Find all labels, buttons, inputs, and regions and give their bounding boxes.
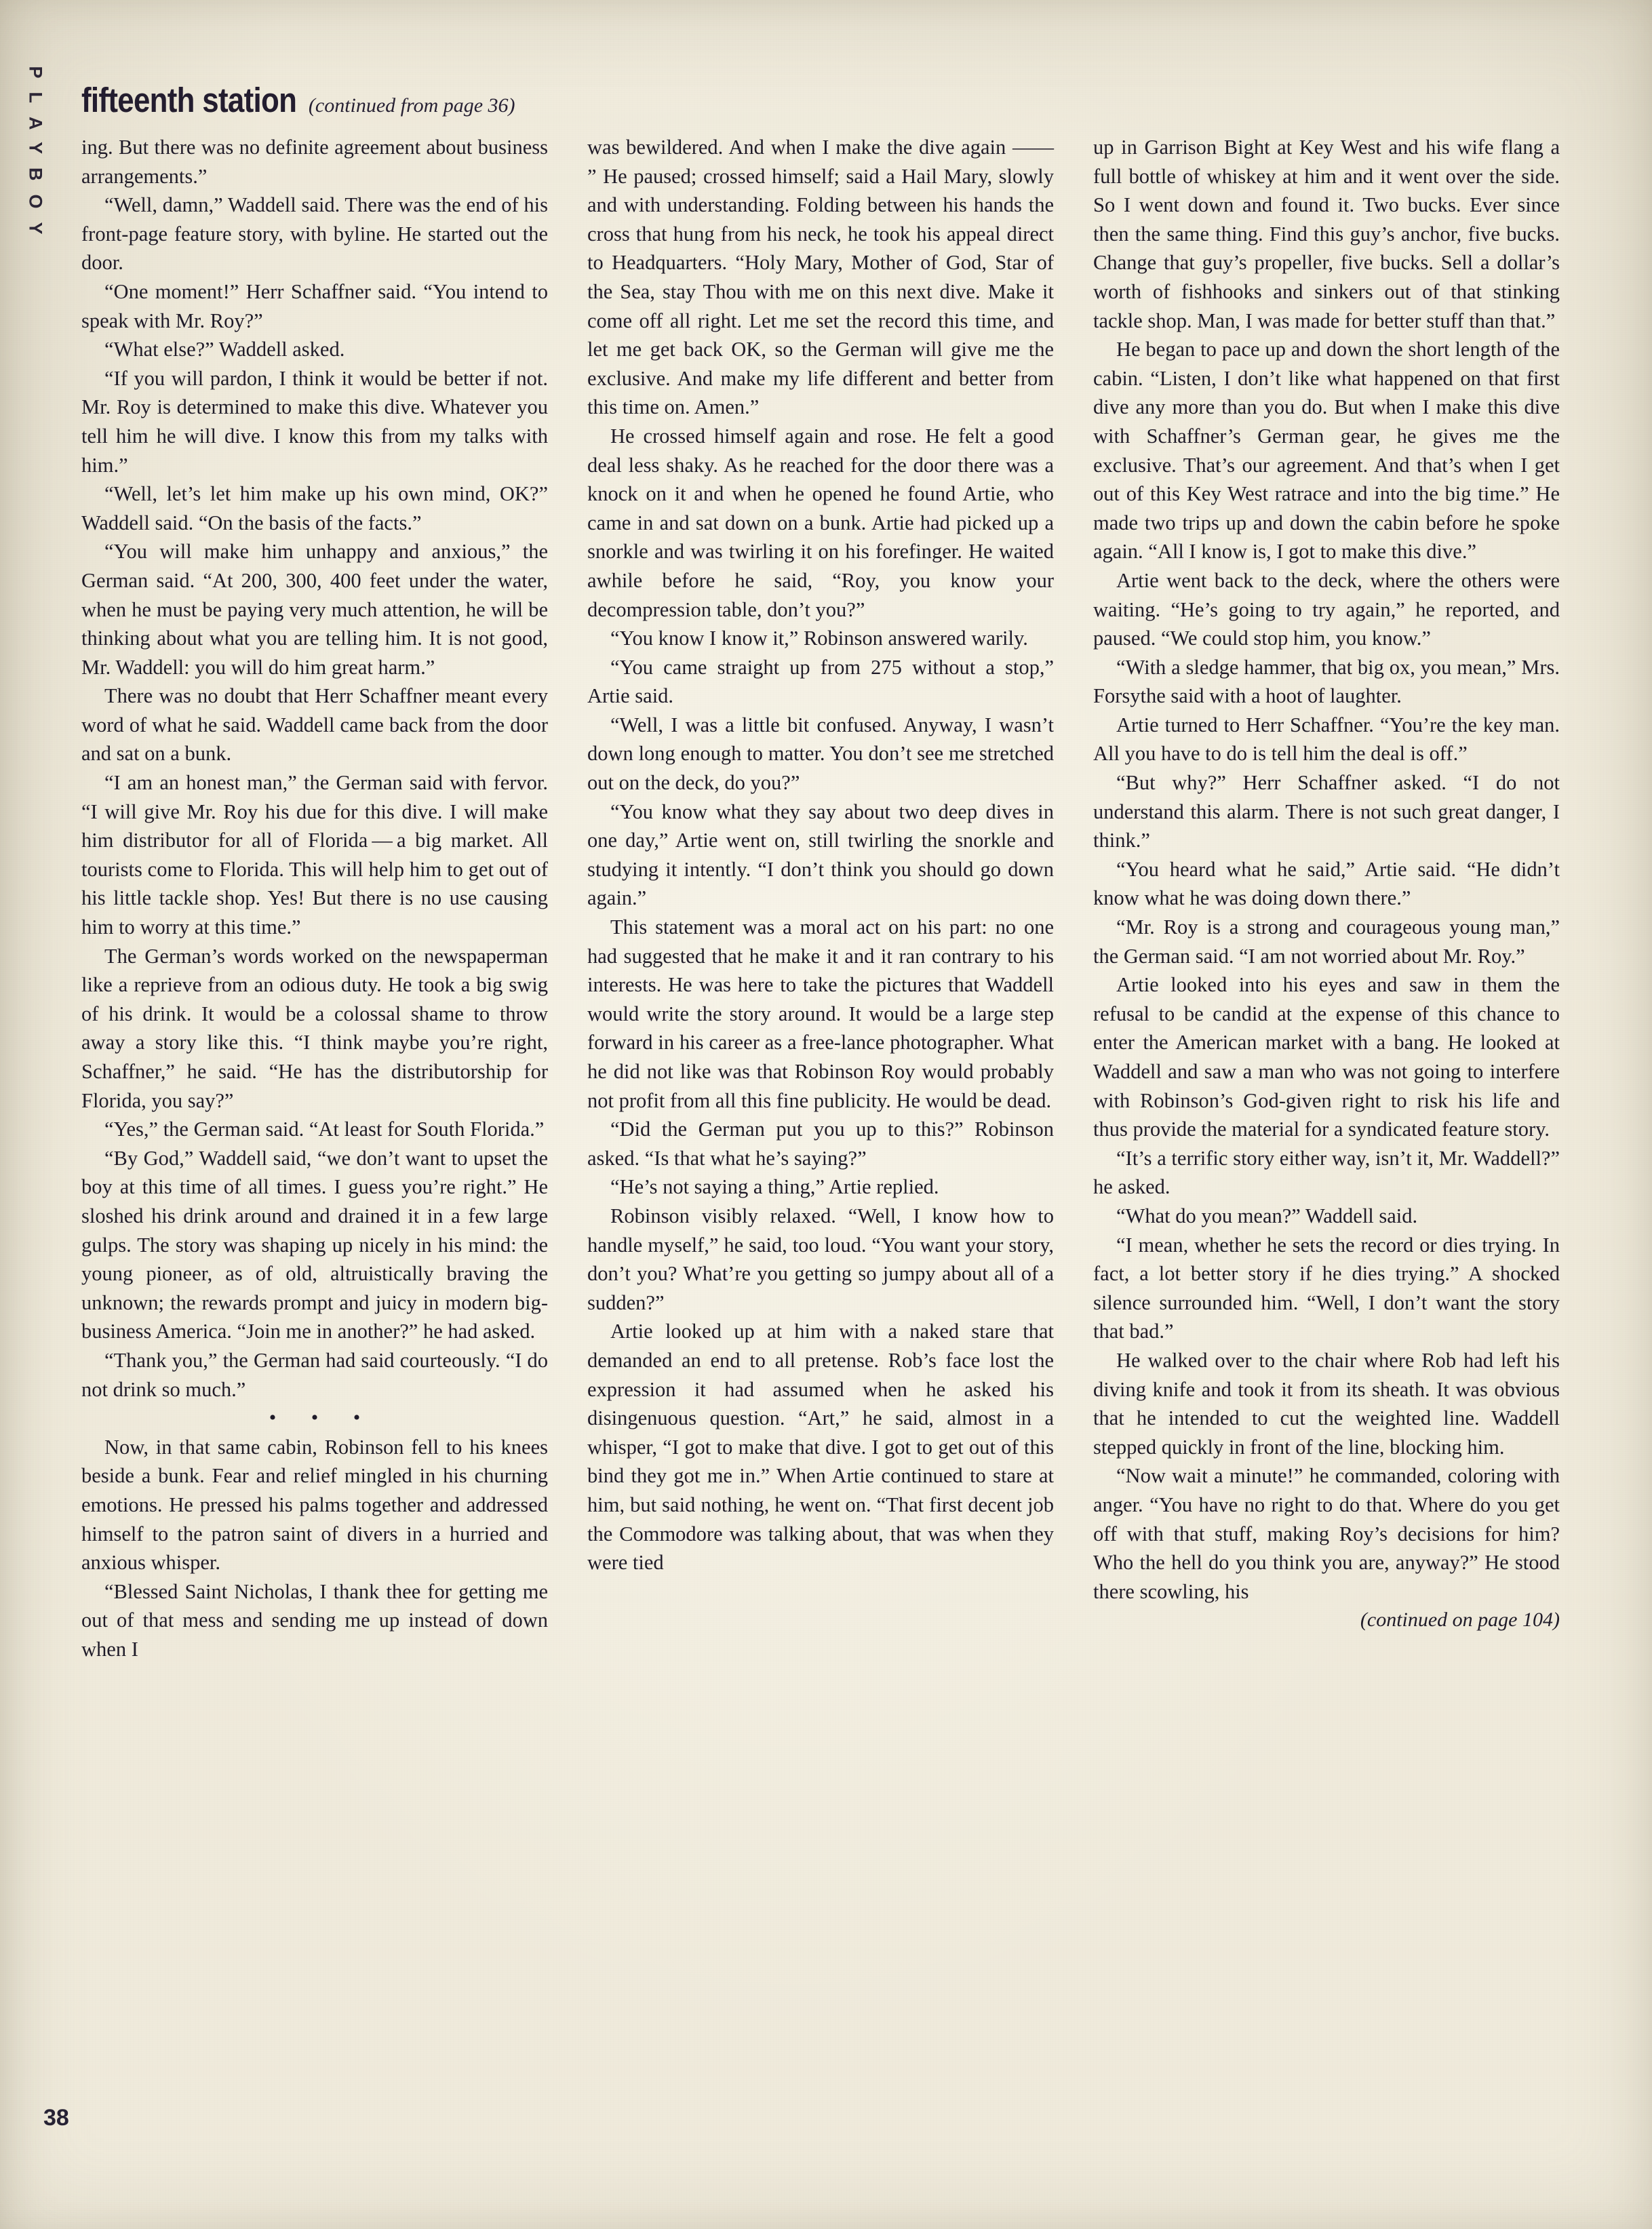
paragraph: “Thank you,” the German had said courteously. “I do not drink so much.” — [81, 1348, 548, 1401]
paragraph: “What do you mean?” Waddell said. — [1116, 1204, 1418, 1227]
paragraph: He crossed himself again and rose. He felt a good deal less shaky. As he reached for the door there was a knock on it and when he opened he found Artie, who came in and sat down on a bunk. Artie had picked up a snorkle and was twirling it on his forefinger. He waited awhile before he said, “Roy, you know your decompression table, don’t you?” — [587, 424, 1054, 621]
page-title: fifteenth station — [81, 81, 297, 119]
paragraph: up in Garrison Bight at Key West and his wife flang a full bottle of whiskey at him and it went over the side. So I went down and found it. Two bucks. Ever since then the same thing. Find this guy’s anchor, five bucks. Change that guy’s propeller, five bucks. Sell a dollar’s worth of fishhooks and sinkers out of that stinking tackle shop. Man, I was made for better stuff than that.” — [1093, 136, 1560, 332]
paragraph: Artie looked into his eyes and saw in them the refusal to be candid at the expense of this chance to enter the American market with a bang. He looked at Waddell and saw a man who was not going to interfere with Robinson’s God-given right to risk his life and thus provide the material for a syndicated feature story. — [1093, 973, 1560, 1141]
paragraph: Robinson visibly relaxed. “Well, I know how to handle myself,” he said, too loud. “You want your story, don’t you? What’re you getting so jumpy about all of a sudden?” — [587, 1204, 1054, 1314]
page-number: 38 — [43, 2105, 69, 2131]
paragraph: “One moment!” Herr Schaffner said. “You intend to speak with Mr. Roy?” — [81, 279, 548, 332]
paragraph: Artie looked up at him with a naked stare that demanded an end to all pretense. Rob’s face lost the expression it had assumed when he asked his disingenuous question. “Art,” he said, almost in a whisper, “I got to make that dive. I got to get out of this bind they got me in.” When Artie continued to stare at him, but said nothing, he went on. “That first decent job the Commodore was talking about, that was when they were tied — [587, 1320, 1054, 1575]
continued-from-label: (continued from page 36) — [308, 94, 515, 117]
paragraph: “It’s a terrific story either way, isn’t it, Mr. Waddell?” he asked. — [1093, 1146, 1560, 1199]
paragraph: “Now wait a minute!” he commanded, coloring with anger. “You have no right to do that. Where do you get off with that stuff, making Roy’s decisions for him? Who the hell do you think you are, anyway?” He stood there scowling, his — [1093, 1464, 1560, 1603]
paragraph: He began to pace up and down the short length of the cabin. “Listen, I don’t like what happened on that first dive any more than you do. But when I make this dive with Schaffner’s German gear, he gives me the exclusive. That’s our agreement. And that’s when I get out of this Key West ratrace and into the big time.” He made two trips up and down the cabin before he spoke again. “All I know is, I got to make this dive.” — [1093, 338, 1560, 564]
paragraph: “You heard what he said,” Artie said. “He didn’t know what he was doing down there.” — [1093, 857, 1560, 910]
paragraph: “You know what they say about two deep dives in one day,” Artie went on, still twirling the snorkle and studying it intently. “I don’t think you should go down again.” — [587, 800, 1054, 910]
paragraph: “I mean, whether he sets the record or dies trying. In fact, a lot better story if he dies trying.” A shocked silence surrounded him. “Well, I don’t want the story that bad.” — [1093, 1233, 1560, 1343]
paragraph: “You know I know it,” Robinson answered warily. — [610, 627, 1028, 650]
paragraph: He walked over to the chair where Rob had left his diving knife and took it from its sheath. It was obvious that he intended to cut the weighted line. Waddell stepped quickly in front of the line, blocking him. — [1093, 1348, 1560, 1459]
paragraph: “Well, I was a little bit confused. Anyway, I wasn’t down long enough to matter. You don’t see me stretched out on the deck, do you?” — [587, 713, 1054, 795]
paragraph: Now, in that same cabin, Robinson fell to his knees beside a bunk. Fear and relief mingled in his churning emotions. He pressed his palms together and addressed himself to the patron saint of divers in a hurried and anxious whisper. — [81, 1435, 548, 1575]
paragraph: This statement was a moral act on his part: no one had suggested that he make it and it ran contrary to his interests. He was here to take the pictures that Waddell would write the story around. It would be a large step forward in his career as a free-lance photographer. What he did not like was that Robinson Roy would probably not profit from all this fine publicity. He would be dead. — [587, 915, 1054, 1112]
playboy-masthead-vertical — [15, 65, 56, 296]
paragraph: “Well, damn,” Waddell said. There was the end of his front-page feature story, with byline. He started out the door. — [81, 193, 548, 275]
article-header — [81, 80, 555, 120]
paragraph: “Mr. Roy is a strong and courageous young man,” the German said. “I am not worried about Mr. Roy.” — [1093, 915, 1560, 968]
paragraph: “If you will pardon, I think it would be better if not. Mr. Roy is determined to make this dive. Whatever you tell him he will dive. I know this from my talks with him.” — [81, 366, 548, 477]
paragraph: “Yes,” the German said. “At least for South Florida.” — [104, 1118, 545, 1141]
paragraph: was bewildered. And when I make the dive again —— ” He paused; crossed himself; said a Hail Mary, slowly and with understanding. Folding between his hands the cross that hung from his neck, he took his appeal direct to Headquarters. “Holy Mary, Mother of God, Star of the Sea, stay Thou with me on this next dive. Make it come off all right. Let me set the record this time, and let me get back OK, so the German will give me the exclusive. And make my life different and better from this time on. Amen.” — [587, 136, 1054, 419]
text-column-1 — [81, 133, 548, 1663]
paragraph: The German’s words worked on the newspaperman like a reprieve from an odious duty. He took a big swig of his drink. It would be a colossal shame to throw away a story like this. “I think maybe you’re right, Schaffner,” he said. “He has the distributorship for Florida, you say?” — [81, 944, 548, 1112]
text-column-3 — [1093, 133, 1560, 1663]
paragraph: “Blessed Saint Nicholas, I thank thee for getting me out of that mess and sending me up instead of down when I — [81, 1579, 548, 1661]
continued-on-label: (continued on page 104) — [1360, 1609, 1560, 1632]
paragraph: ing. But there was no definite agreement about business arrangements.” — [81, 136, 548, 188]
paragraph: “You came straight up from 275 without a stop,” Artie said. — [587, 655, 1054, 708]
paragraph: “What else?” Waddell asked. — [104, 338, 345, 361]
paragraph: “He’s not saying a thing,” Artie replied. — [610, 1175, 939, 1199]
paragraph: “But why?” Herr Schaffner asked. “I do not understand this alarm. There is not such great danger, I think.” — [1093, 771, 1560, 852]
paragraph: There was no doubt that Herr Schaffner meant every word of what he said. Waddell came back from the door and sat on a bunk. — [81, 684, 548, 766]
paragraph: “By God,” Waddell said, “we don’t want to upset the boy at this time of all times. I guess you’re right.” He sloshed his drink around and drained it in a few large gulps. The story was shaping up nicely in his mind: the young pioneer, as of old, altruistically braving the unknown; the rewards prompt and juicy in modern big-business America. “Join me in another?” he had asked. — [81, 1146, 548, 1343]
article-body — [81, 133, 1560, 1663]
paragraph: “With a sledge hammer, that big ox, you mean,” Mrs. Forsythe said with a hoot of laughter. — [1093, 655, 1560, 708]
paragraph: “Did the German put you up to this?” Robinson asked. “Is that what he’s saying?” — [587, 1118, 1054, 1170]
text-column-2 — [587, 133, 1054, 1663]
paragraph: “I am an honest man,” the German said with fervor. “I will give Mr. Roy his due for this dive. I will make him distributor for all of Florida — a big market. All tourists come to Florida. This will help him to get out of his little tackle shop. Yes! But there is no use causing him to worry at this time.” — [81, 771, 548, 939]
paragraph: Artie went back to the deck, where the others were waiting. “He’s going to try again,” he reported, and paused. “We could stop him, you know.” — [1093, 568, 1560, 650]
paragraph: “Well, let’s let him make up his own mind, OK?” Waddell said. “On the basis of the facts.” — [81, 482, 548, 534]
section-break-dots: • • • — [269, 1406, 376, 1429]
playboy-masthead-text: PLAYBOY — [25, 66, 46, 248]
paragraph: Artie turned to Herr Schaffner. “You’re the key man. All you have to do is tell him the deal is off.” — [1093, 713, 1560, 766]
paragraph: “You will make him unhappy and anxious,” the German said. “At 200, 300, 400 feet under the water, when he must be paying very much attention, he will be thinking about what you are telling him. It is not good, Mr. Waddell: you will do him great harm.” — [81, 540, 548, 679]
